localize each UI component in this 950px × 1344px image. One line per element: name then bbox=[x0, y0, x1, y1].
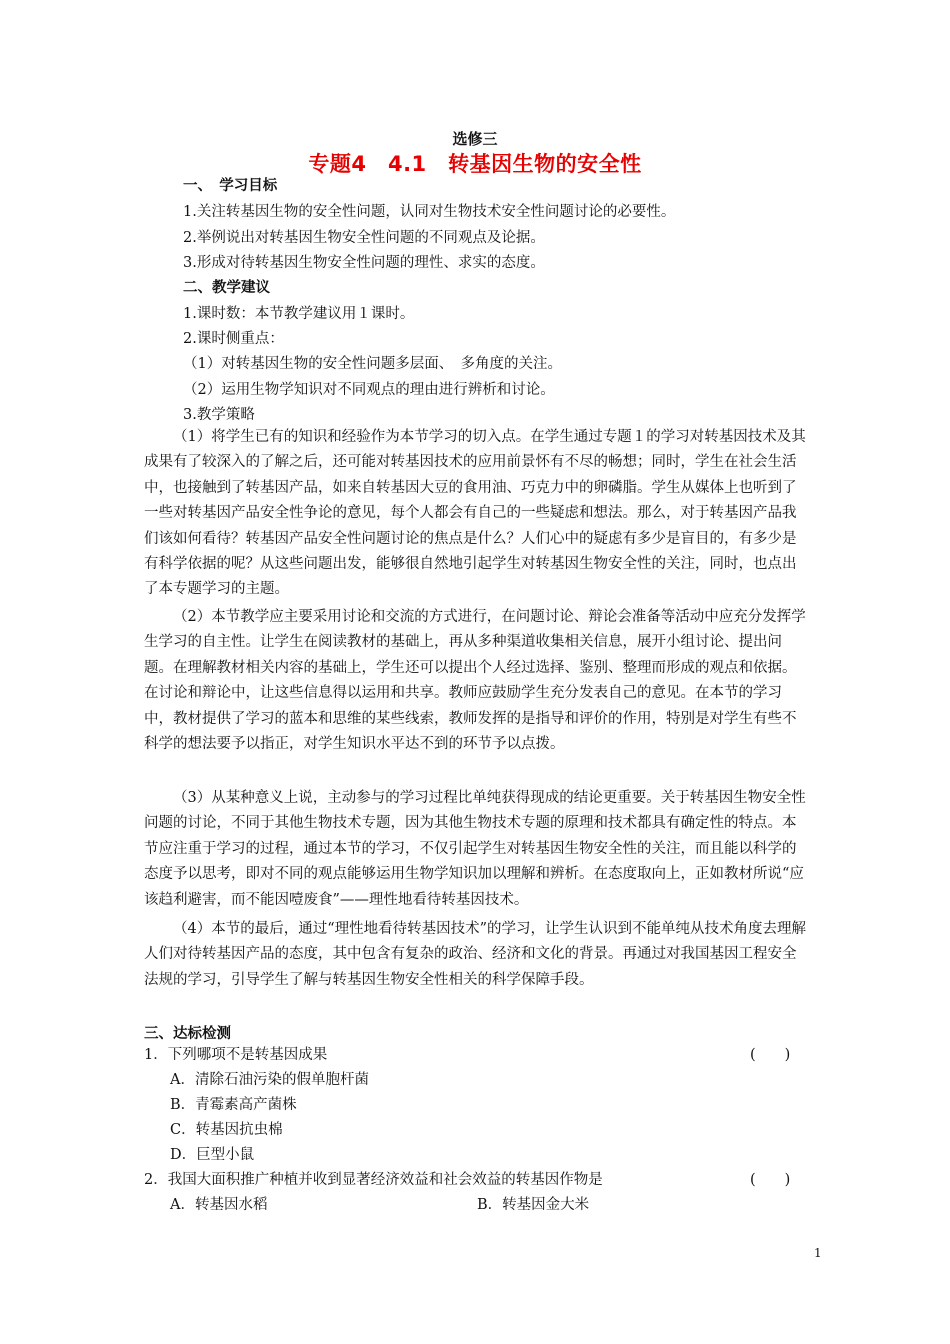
answer-blank: ( ) bbox=[750, 1047, 791, 1063]
question-option: C．转基因抗虫棉 bbox=[170, 1122, 283, 1138]
focus-item: （2）运用生物学知识对不同观点的理由进行辨析和讨论。 bbox=[183, 382, 555, 398]
question-option: B．青霉素高产菌株 bbox=[170, 1097, 297, 1113]
teaching-hours: 1.课时数：本节教学建议用１课时。 bbox=[183, 306, 415, 322]
question-option: B．转基因金大米 bbox=[477, 1197, 590, 1213]
strategy-paragraph: （3）从某种意义上说，主动参与的学习过程比单纯获得现成的结论更重要。关于转基因生物安全性问题的讨论，不同于其他生物技术专题，因为其他生物技术专题的原理和技术都具有确定性的特点。本节应注重于学习的过程，通过本节的学习，不仅引起学生对转基因生物安全性的关注，而且能以科学的态度予以思考，即对不同的观点能够运用生物学知识加以理解和辨析。在态度取向上，正如教材所说“应该趋利避害，而不能因噎废食”——理性地看待转基因技术。 bbox=[144, 790, 806, 908]
section-heading-assessment: 三、达标检测 bbox=[144, 1026, 231, 1042]
teaching-strategy-label: 3.教学策略 bbox=[183, 407, 255, 423]
answer-blank: ( ) bbox=[750, 1172, 791, 1188]
question-stem: 1．下列哪项不是转基因成果 bbox=[144, 1047, 328, 1063]
section-heading-teaching: 二、教学建议 bbox=[183, 280, 270, 296]
question-option: D．巨型小鼠 bbox=[170, 1147, 255, 1163]
objective-item: 3.形成对待转基因生物安全性问题的理性、求实的态度。 bbox=[183, 255, 545, 271]
question-stem: 2．我国大面积推广种植并收到显著经济效益和社会效益的转基因作物是 bbox=[144, 1172, 603, 1188]
strategy-paragraph: （2）本节教学应主要采用讨论和交流的方式进行，在问题讨论、辩论会准备等活动中应充分发挥学生学习的自主性。让学生在阅读教材的基础上，再从多种渠道收集相关信息，展开小组讨论、提出问题。在理解教材相关内容的基础上，学生还可以提出个人经过选择、鉴别、整理而形成的观点和依据。在讨论和辩论中，让这些信息得以运用和共享。教师应鼓励学生充分发表自己的意见。在本节的学习中，教材提供了学习的蓝本和思维的某些线索，教师发挥的是指导和评价的作用，特别是对学生有些不科学的想法要予以指正，对学生知识水平达不到的环节予以点拨。 bbox=[144, 609, 806, 753]
document-title: 专题4 4.1 转基因生物的安全性 bbox=[308, 152, 642, 176]
strategy-paragraph: （4）本节的最后，通过“理性地看待转基因技术”的学习，让学生认识到不能单纯从技术角度去理解人们对待转基因产品的态度，其中包含有复杂的政治、经济和文化的背景。再通过对我国基因工程安全法规的学习，引导学生了解与转基因生物安全性相关的科学保障手段。 bbox=[144, 921, 807, 988]
objective-item: 1.关注转基因生物的安全性问题，认同对生物技术安全性问题讨论的必要性。 bbox=[183, 204, 676, 220]
document-supertitle: 选修三 bbox=[452, 130, 498, 148]
objective-item: 2.举例说出对转基因生物安全性问题的不同观点及论据。 bbox=[183, 230, 545, 246]
section-heading-objectives: 一、 学习目标 bbox=[183, 178, 278, 194]
strategy-paragraph: （1）将学生已有的知识和经验作为本节学习的切入点。在学生通过专题１的学习对转基因技术及其成果有了较深入的了解之后，还可能对转基因技术的应用前景怀有不尽的畅想；同时，学生在社会生活中，也接触到了转基因产品，如来自转基因大豆的食用油、巧克力中的卵磷脂。学生从媒体上也听到了一些对转基因产品安全性争论的意见，每个人都会有自己的一些疑虑和想法。那么，对于转基因产品我们该如何看待？转基因产品安全性问题讨论的焦点是什么？人们心中的疑虑有多少是盲目的，有多少是有科学依据的呢？从这些问题出发，能够很自然地引起学生对转基因生物安全性的关注，同时，也点出了本专题学习的主题。 bbox=[144, 429, 806, 598]
question-option: A．转基因水稻 bbox=[170, 1197, 268, 1213]
question-option: A．清除石油污染的假单胞杆菌 bbox=[170, 1072, 369, 1088]
teaching-focus-label: 2.课时侧重点： bbox=[183, 331, 284, 347]
page-number: 1 bbox=[814, 1246, 822, 1260]
focus-item: （1）对转基因生物的安全性问题多层面、 多角度的关注。 bbox=[183, 356, 562, 372]
